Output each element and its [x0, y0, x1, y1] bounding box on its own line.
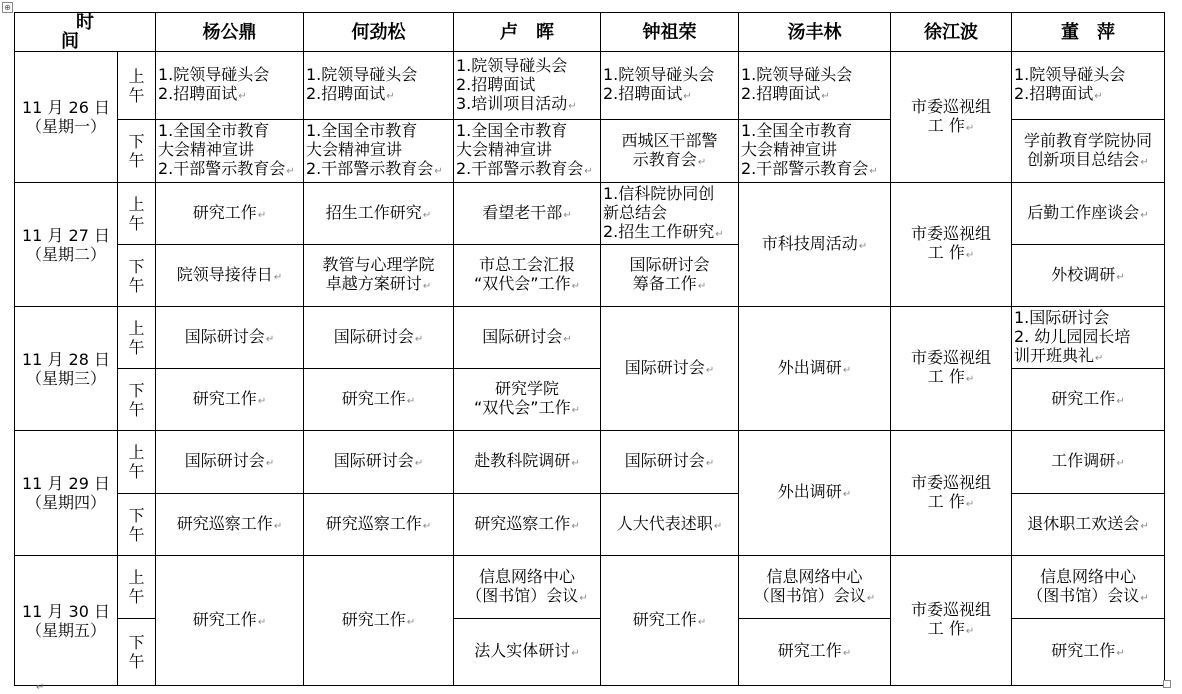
schedule-line: 2.招聘面试↵	[603, 84, 692, 103]
schedule-line: 研究工作↵	[777, 641, 852, 660]
schedule-line: 2.招聘面试↵	[1014, 84, 1103, 103]
schedule-cell[interactable]	[156, 307, 304, 369]
schedule-cell[interactable]	[1012, 494, 1165, 556]
header-person: 徐江波	[891, 13, 1012, 52]
schedule-cell[interactable]	[454, 556, 601, 619]
paragraph-mark-icon: ↵	[414, 333, 424, 345]
schedule-table	[14, 12, 1165, 686]
schedule-line: （图书馆）会议↵	[466, 585, 588, 605]
schedule-line: 训开班典礼↵	[1014, 345, 1104, 365]
date-label: 11 月 27 日	[22, 225, 110, 245]
schedule-cell[interactable]	[739, 307, 891, 431]
schedule-line: 1.全国全市教育	[158, 121, 270, 140]
schedule-cell[interactable]	[454, 245, 601, 307]
paragraph-mark-icon: ↵	[563, 333, 572, 345]
schedule-line: 工 作↵	[927, 243, 975, 262]
paragraph-mark-icon: ↵	[571, 281, 580, 292]
schedule-line: 研究工作↵	[632, 609, 707, 629]
schedule-line: 招生工作研究↵	[325, 202, 432, 222]
schedule-cell[interactable]	[304, 52, 454, 120]
schedule-line: 2.招聘面试↵	[741, 84, 830, 103]
schedule-line: 1.院领导碰头会	[1014, 65, 1126, 84]
schedule-line: 市委巡视组	[910, 600, 991, 619]
header-row	[15, 13, 1165, 52]
paragraph-mark-icon: ↵	[386, 91, 395, 102]
period-am: 上 午	[118, 431, 156, 494]
schedule-cell[interactable]	[601, 52, 739, 120]
schedule-cell[interactable]	[739, 120, 891, 183]
schedule-cell[interactable]	[156, 245, 304, 307]
schedule-line: 大会精神宣讲	[306, 140, 403, 159]
schedule-cell[interactable]	[601, 307, 739, 431]
paragraph-mark-icon: ↵	[1116, 395, 1125, 407]
paragraph-mark-icon: ↵	[965, 374, 975, 385]
paragraph-mark-icon: ↵	[858, 240, 868, 252]
period-am: 上 午	[118, 307, 156, 369]
paragraph-mark-icon: ↵	[1116, 271, 1125, 283]
schedule-cell[interactable]	[1012, 120, 1165, 183]
header-time: 时 间	[15, 13, 156, 52]
schedule-cell[interactable]	[1012, 431, 1165, 494]
schedule-line: 国际研讨会↵	[184, 326, 275, 346]
paragraph-mark-icon: ↵	[571, 520, 580, 532]
paragraph-mark-icon: ↵	[286, 166, 295, 177]
schedule-cell[interactable]	[304, 120, 454, 183]
schedule-line: 院领导接待日↵	[176, 264, 283, 284]
paragraph-mark-icon: ↵	[257, 616, 267, 628]
schedule-cell[interactable]	[1012, 245, 1165, 307]
paragraph-mark-icon: ↵	[265, 333, 275, 345]
schedule-line: 外校调研↵	[1051, 264, 1125, 284]
schedule-line: “双代会”工作↵	[474, 398, 580, 417]
schedule-line: 后勤工作座谈会↵	[1027, 202, 1149, 222]
paragraph-mark-icon: ↵	[1140, 520, 1149, 532]
paragraph-mark-icon: ↵	[257, 209, 267, 221]
paragraph-mark-icon: ↵	[579, 592, 588, 604]
schedule-cell[interactable]	[739, 431, 891, 556]
schedule-line: 研究工作↵	[192, 609, 267, 629]
paragraph-mark-icon: ↵	[273, 520, 283, 532]
date-cell	[15, 556, 118, 686]
table-row	[15, 183, 1165, 245]
schedule-line: 研究工作↵	[341, 609, 416, 629]
schedule-line: 退休职工欢送会↵	[1027, 513, 1149, 533]
paragraph-mark-icon: ↵	[705, 458, 715, 469]
schedule-line: 卓越方案研讨↵	[325, 274, 432, 293]
schedule-cell[interactable]	[601, 245, 739, 307]
schedule-line: 研究工作↵	[1051, 388, 1125, 408]
schedule-line: 市总工会汇报	[478, 255, 575, 274]
schedule-line: 创新项目总结会↵	[1027, 149, 1149, 169]
schedule-cell[interactable]	[891, 183, 1012, 307]
header-person: 卢 晖	[454, 13, 601, 52]
paragraph-mark-icon: ↵	[965, 498, 975, 510]
schedule-line: 法人实体研讨↵	[474, 641, 580, 660]
schedule-line: 大会精神宣讲	[456, 140, 553, 159]
paragraph-mark-icon: ↵	[1095, 352, 1104, 364]
paragraph-mark-icon: ↵	[965, 250, 975, 261]
schedule-line: 2.干部警示教育会↵	[741, 159, 878, 178]
date-cell	[15, 307, 118, 431]
schedule-line: 2. 幼儿园园长培	[1014, 326, 1131, 346]
schedule-cell[interactable]	[1012, 183, 1165, 245]
schedule-line: 学前教育学院协同	[1023, 130, 1152, 150]
schedule-cell[interactable]	[739, 619, 891, 686]
paragraph-mark-icon: ↵	[1116, 648, 1125, 659]
schedule-line: 1.信科院协同创	[603, 183, 715, 203]
paragraph-mark-icon: ↵	[821, 91, 830, 102]
schedule-cell[interactable]	[891, 556, 1012, 686]
paragraph-mark-icon: ↵	[842, 364, 852, 376]
schedule-cell[interactable]	[156, 556, 304, 686]
schedule-cell[interactable]	[304, 556, 454, 686]
schedule-cell[interactable]	[304, 245, 454, 307]
period-pm: 下 午	[118, 245, 156, 307]
weekday-label: （星期三）	[25, 368, 106, 388]
paragraph-mark-icon: ↵	[842, 648, 852, 659]
schedule-cell[interactable]	[156, 120, 304, 183]
schedule-cell[interactable]	[454, 120, 601, 183]
schedule-line: 信息网络中心	[478, 566, 575, 586]
paragraph-mark-icon: ↵	[36, 682, 45, 693]
schedule-line: 大会精神宣讲	[158, 140, 255, 159]
paragraph-mark-icon: ↵	[422, 281, 432, 292]
schedule-line: 西城区干部警	[621, 130, 718, 150]
schedule-cell[interactable]	[1012, 307, 1165, 369]
paragraph-mark-icon: ↵	[238, 91, 247, 102]
paragraph-mark-icon: ↵	[273, 271, 283, 283]
schedule-cell[interactable]	[454, 494, 601, 556]
paragraph-mark-icon: ↵	[406, 395, 416, 407]
schedule-line: 2.干部警示教育会↵	[306, 159, 443, 178]
paragraph-mark-icon: ↵	[842, 489, 852, 500]
header-person: 钟祖荣	[601, 13, 739, 52]
paragraph-mark-icon: ↵	[965, 122, 975, 134]
schedule-line: 筹备工作↵	[632, 274, 707, 293]
header-person: 汤丰林	[739, 13, 891, 52]
schedule-line: 市委巡视组	[910, 224, 991, 243]
date-label: 11 月 26 日	[22, 98, 110, 117]
weekday-label: （星期四）	[25, 493, 106, 512]
paragraph-mark-icon: ↵	[571, 648, 580, 659]
schedule-line: 1.全国全市教育	[456, 121, 568, 140]
schedule-line: 市委巡视组	[910, 96, 991, 116]
schedule-line: 2.招聘面试↵	[306, 84, 395, 103]
schedule-cell[interactable]	[601, 556, 739, 686]
paragraph-mark-icon: ↵	[866, 592, 876, 604]
paragraph-mark-icon: ↵	[869, 166, 878, 177]
paragraph-mark-icon: ↵	[1140, 209, 1149, 221]
schedule-cell[interactable]	[891, 307, 1012, 431]
schedule-line: 国际研讨会	[629, 255, 710, 274]
schedule-line: 国际研讨会↵	[624, 357, 715, 377]
paragraph-mark-icon: ↵	[697, 156, 707, 168]
schedule-cell[interactable]	[1012, 52, 1165, 120]
schedule-line: 2.招聘面试	[456, 74, 536, 94]
schedule-line: 大会精神宣讲	[741, 140, 838, 159]
schedule-line: 1.院领导碰头会	[603, 65, 715, 84]
schedule-line: 1.国际研讨会	[1014, 307, 1110, 327]
schedule-line: 研究工作↵	[192, 202, 267, 222]
paragraph-mark-icon: ↵	[1094, 91, 1103, 102]
schedule-line: 1.院领导碰头会	[158, 65, 270, 84]
schedule-line: 2.干部警示教育会↵	[456, 159, 593, 178]
paragraph-mark-icon: ↵	[265, 458, 275, 469]
paragraph-mark-icon: ↵	[571, 458, 580, 469]
schedule-line: 国际研讨会↵	[482, 326, 572, 346]
schedule-line: 1.院领导碰头会	[306, 65, 418, 84]
schedule-line: 工 作↵	[927, 491, 975, 511]
schedule-line: 市委巡视组	[910, 472, 991, 492]
schedule-cell[interactable]	[891, 52, 1012, 183]
period-pm: 下 午	[118, 120, 156, 183]
schedule-cell[interactable]	[304, 431, 454, 494]
schedule-line: 研究巡察工作↵	[176, 513, 283, 533]
schedule-cell[interactable]	[454, 369, 601, 431]
schedule-line: “双代会”工作↵	[474, 274, 580, 293]
schedule-cell[interactable]	[454, 183, 601, 245]
table-row	[15, 307, 1165, 369]
schedule-cell[interactable]	[601, 494, 739, 556]
paragraph-mark-icon: ↵	[1140, 592, 1149, 604]
schedule-line: 工作调研↵	[1051, 451, 1125, 470]
paragraph-mark-icon: ↵	[713, 520, 723, 532]
schedule-line: 3.培训项目活动↵	[456, 93, 577, 113]
paragraph-mark-icon: ↵	[406, 616, 416, 628]
schedule-cell[interactable]	[1012, 369, 1165, 431]
header-person: 董 萍	[1012, 13, 1165, 52]
schedule-cell[interactable]	[739, 52, 891, 120]
schedule-cell[interactable]	[156, 183, 304, 245]
schedule-line: 信息网络中心	[766, 566, 863, 586]
schedule-line: 研究巡察工作↵	[325, 513, 432, 533]
table-row	[15, 431, 1165, 494]
schedule-line: 教管与心理学院	[322, 255, 435, 274]
schedule-line: 看望老干部↵	[482, 202, 572, 222]
paragraph-mark-icon: ↵	[1116, 458, 1125, 469]
schedule-cell[interactable]	[304, 307, 454, 369]
schedule-line: 新总结会	[603, 202, 668, 222]
schedule-line: 示教育会↵	[632, 149, 707, 169]
weekday-label: （星期二）	[25, 244, 106, 264]
schedule-cell[interactable]	[454, 307, 601, 369]
schedule-cell[interactable]	[739, 556, 891, 619]
schedule-line: 研究学院	[494, 379, 559, 398]
schedule-cell[interactable]	[304, 369, 454, 431]
header-person: 杨公鼎	[156, 13, 304, 52]
schedule-line: 外出调研↵	[777, 357, 852, 377]
schedule-line: 工 作↵	[927, 367, 975, 386]
paragraph-mark-icon: ↵	[1140, 156, 1149, 168]
schedule-line: （图书馆）会议↵	[1027, 585, 1149, 605]
period-am: 上 午	[118, 556, 156, 619]
date-label: 11 月 30 日	[22, 601, 110, 621]
table-move-handle-icon[interactable]: ⊕	[2, 2, 13, 13]
schedule-cell[interactable]	[156, 431, 304, 494]
weekday-label: （星期五）	[25, 620, 106, 640]
period-pm: 下 午	[118, 619, 156, 686]
paragraph-mark-icon: ↵	[571, 405, 580, 416]
table-row	[15, 52, 1165, 120]
schedule-line: （图书馆）会议↵	[753, 585, 876, 605]
schedule-line: 1.全国全市教育	[741, 121, 853, 140]
schedule-line: 研究工作↵	[192, 388, 267, 408]
schedule-cell[interactable]	[601, 120, 739, 183]
weekday-label: （星期一）	[25, 117, 106, 136]
paragraph-mark-icon: ↵	[683, 91, 692, 102]
period-pm: 下 午	[118, 494, 156, 556]
date-cell	[15, 52, 118, 183]
paragraph-mark-icon: ↵	[257, 395, 267, 407]
schedule-cell[interactable]	[1012, 556, 1165, 619]
paragraph-mark-icon: ↵	[697, 281, 707, 292]
schedule-cell[interactable]	[156, 52, 304, 120]
paragraph-mark-icon: ↵	[715, 228, 724, 240]
schedule-line: 1.院领导碰头会	[456, 55, 568, 75]
paragraph-mark-icon: ↵	[697, 616, 707, 628]
schedule-cell[interactable]	[304, 494, 454, 556]
schedule-line: 国际研讨会↵	[184, 451, 275, 470]
date-label: 11 月 28 日	[22, 349, 110, 369]
paragraph-mark-icon: ↵	[563, 209, 572, 221]
schedule-line: 信息网络中心	[1039, 566, 1136, 586]
schedule-line: 研究巡察工作↵	[474, 513, 580, 533]
period-am: 上 午	[118, 183, 156, 245]
schedule-cell[interactable]	[156, 369, 304, 431]
paragraph-mark-icon: ↵	[705, 364, 715, 376]
schedule-cell[interactable]	[1012, 619, 1165, 686]
schedule-line: 外出调研↵	[777, 482, 852, 501]
paragraph-mark-icon: ↵	[584, 166, 593, 177]
schedule-cell[interactable]	[601, 431, 739, 494]
paragraph-mark-icon: ↵	[422, 209, 432, 221]
schedule-cell[interactable]	[891, 431, 1012, 556]
schedule-cell[interactable]	[454, 52, 601, 120]
paragraph-mark-icon: ↵	[422, 520, 432, 532]
paragraph-mark-icon: ↵	[568, 100, 577, 112]
schedule-line: 市科技周活动↵	[761, 233, 868, 253]
schedule-line: 研究工作↵	[341, 388, 416, 408]
schedule-cell[interactable]	[304, 183, 454, 245]
period-pm: 下 午	[118, 369, 156, 431]
schedule-line: 国际研讨会↵	[333, 326, 424, 346]
schedule-line: 工 作↵	[927, 619, 975, 638]
date-label: 11 月 29 日	[22, 474, 110, 493]
schedule-line: 工 作↵	[927, 115, 975, 135]
table-resize-handle-icon[interactable]	[1163, 680, 1171, 688]
schedule-cell[interactable]	[156, 494, 304, 556]
table-row	[15, 556, 1165, 619]
schedule-line: 国际研讨会↵	[624, 451, 715, 470]
period-am: 上 午	[118, 52, 156, 120]
schedule-line: 研究工作↵	[1051, 641, 1125, 660]
schedule-line: 2.招聘面试↵	[158, 84, 247, 103]
schedule-line: 赴教科院调研↵	[474, 451, 580, 470]
schedule-cell[interactable]	[454, 619, 601, 686]
schedule-line: 1.全国全市教育	[306, 121, 418, 140]
header-person: 何劲松	[304, 13, 454, 52]
paragraph-mark-icon: ↵	[414, 458, 424, 469]
schedule-cell[interactable]	[454, 431, 601, 494]
paragraph-mark-icon: ↵	[434, 166, 443, 177]
schedule-line: 2.干部警示教育会↵	[158, 159, 295, 178]
schedule-line: 人大代表述职↵	[616, 513, 723, 533]
date-cell	[15, 183, 118, 307]
schedule-line: 市委巡视组	[910, 348, 991, 367]
schedule-cell[interactable]	[739, 183, 891, 307]
paragraph-mark-icon: ↵	[965, 626, 975, 637]
schedule-line: 1.院领导碰头会	[741, 65, 853, 84]
schedule-cell[interactable]	[601, 183, 739, 245]
schedule-line: 2.招生工作研究↵	[603, 221, 724, 241]
date-cell	[15, 431, 118, 556]
schedule-line: 国际研讨会↵	[333, 451, 424, 470]
